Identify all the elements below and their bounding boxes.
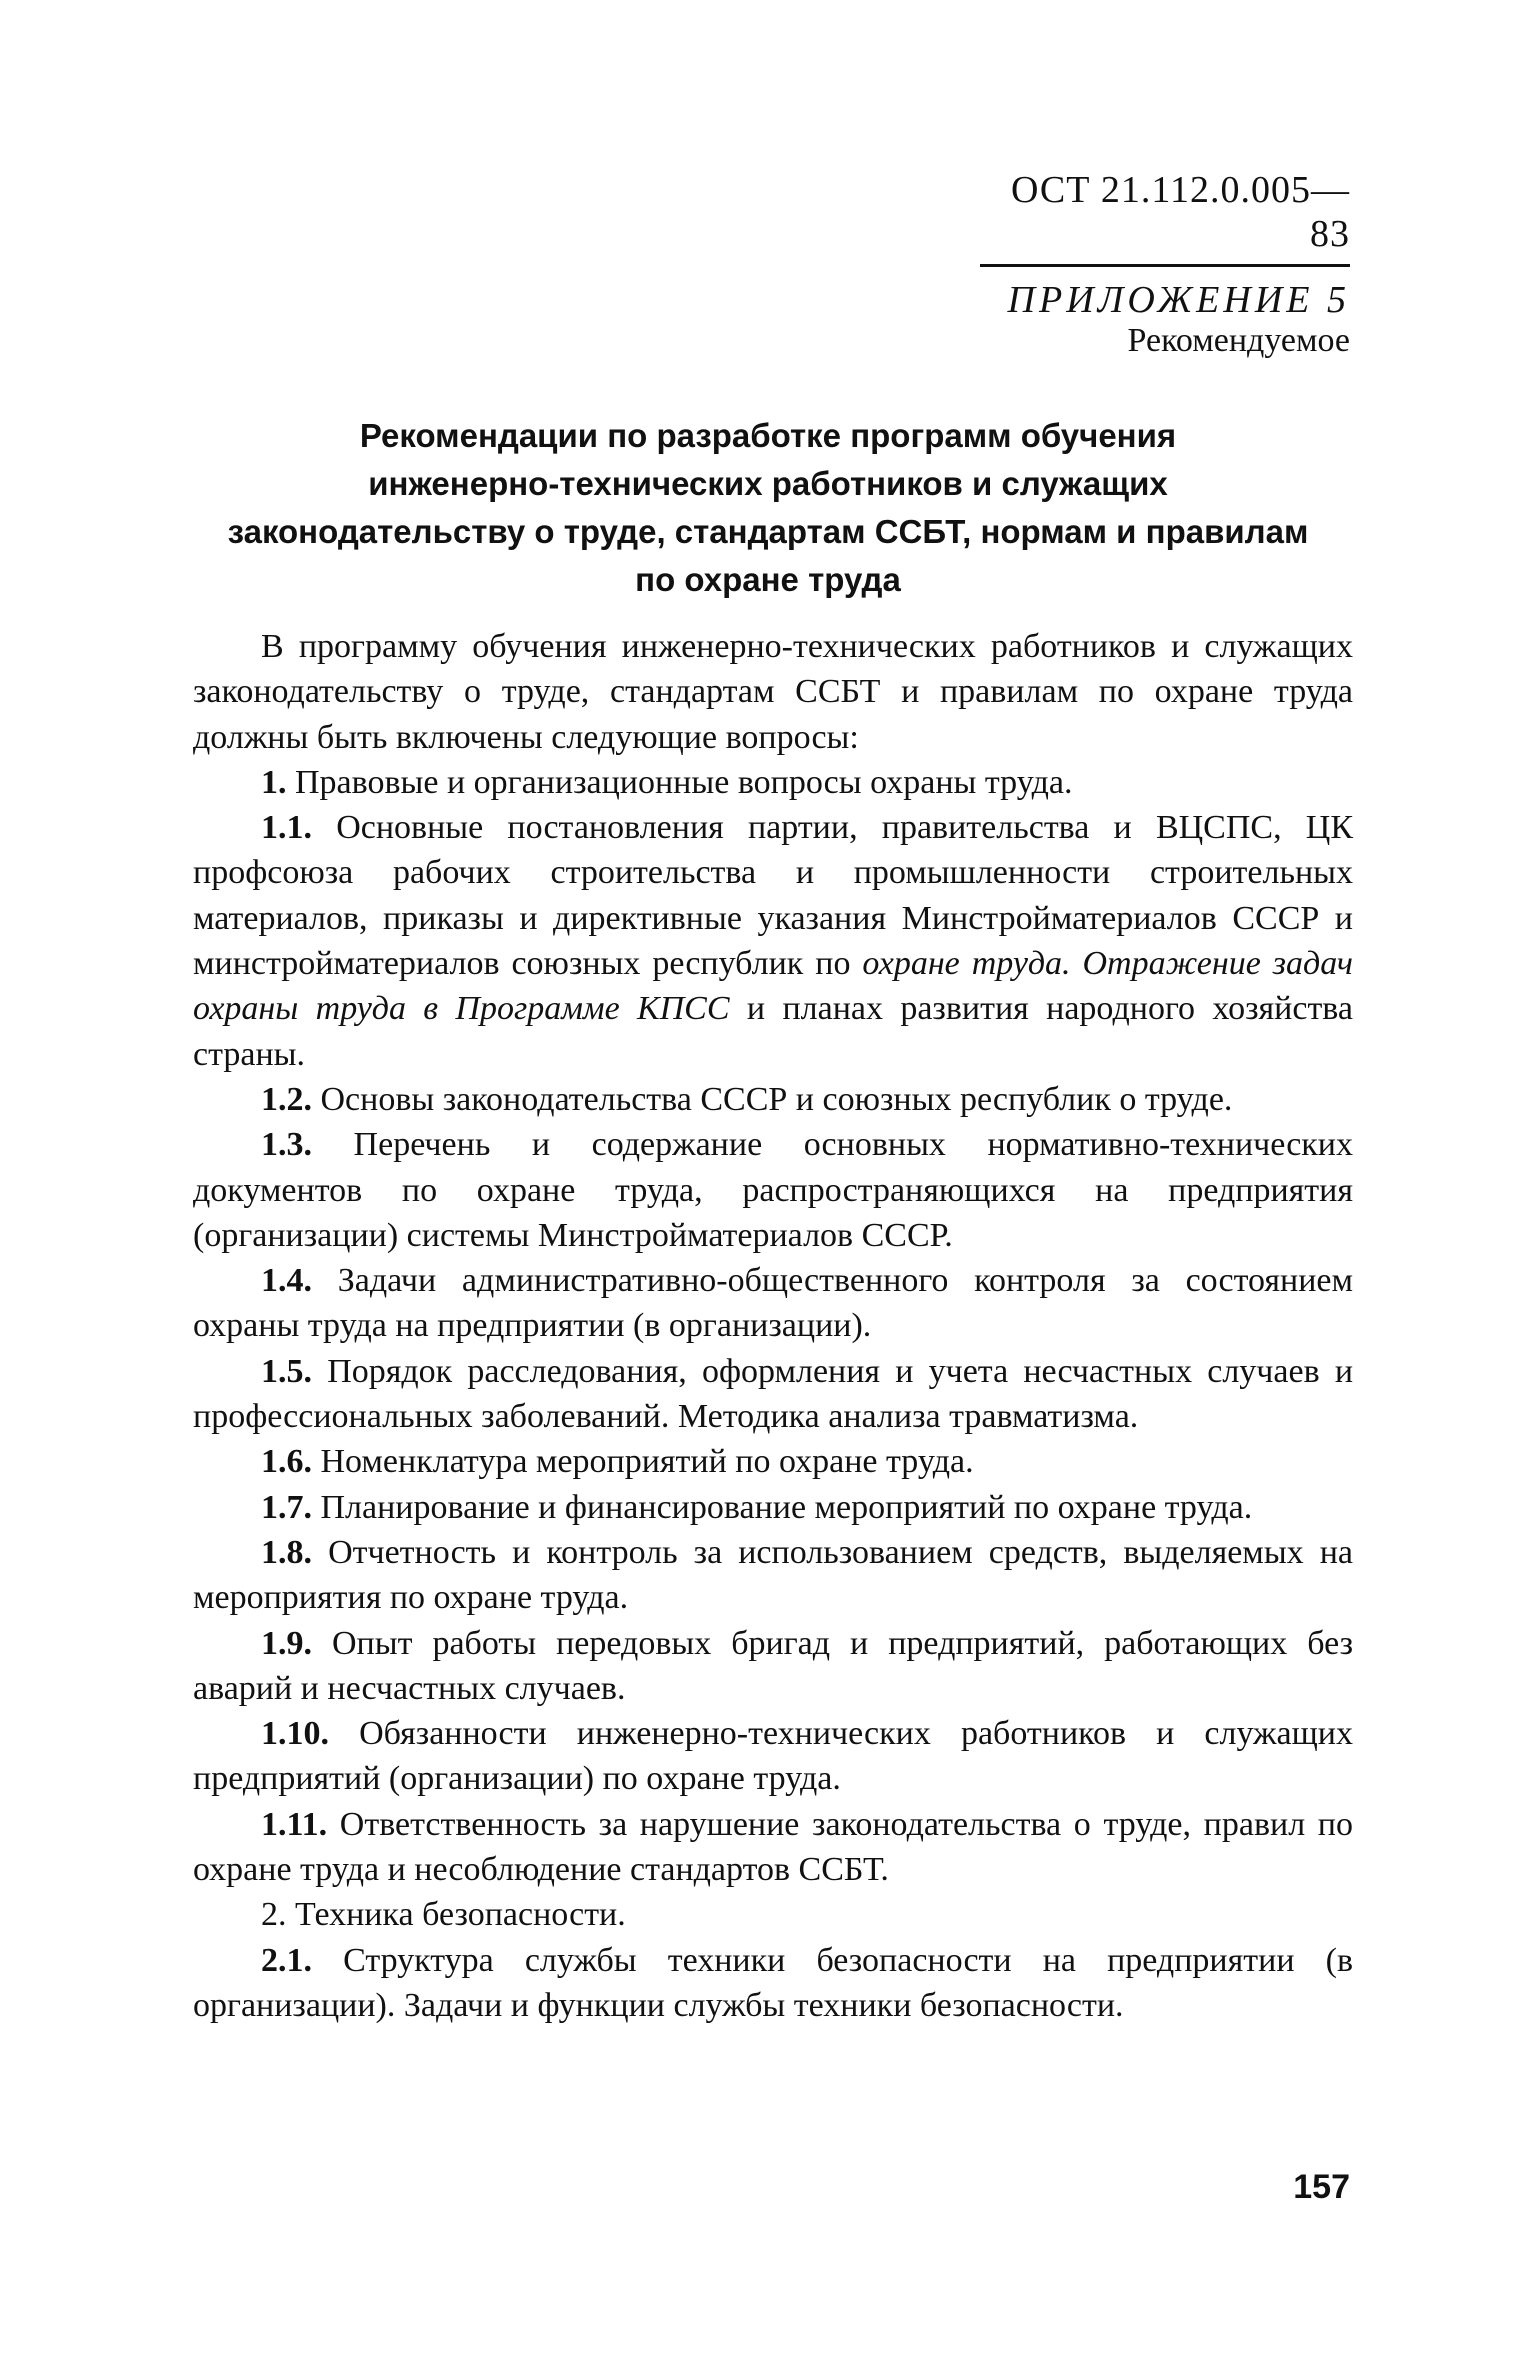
item-number: 1.11.	[261, 1805, 328, 1843]
item-1	[193, 760, 1353, 805]
item-2-1	[193, 1938, 1353, 2029]
title-line: законодательству о труде, стандартам ССБТ, нормам и правилам	[227, 513, 1309, 550]
item-1-9	[193, 1621, 1353, 1712]
item-text-tail: и планах развития народного хозяйства страны.	[193, 990, 1354, 1073]
item-number: 1.1.	[261, 809, 312, 847]
title-line: Рекомендации по разработке программ обучения	[359, 417, 1177, 454]
title-line: инженерно-технических работников и служащих	[368, 465, 1168, 502]
item-number: 1.6.	[261, 1443, 312, 1481]
item-number: 2.1.	[261, 1941, 312, 1979]
item-number: 1.7.	[261, 1488, 312, 1526]
item-text-italic: охране труда. Отражение задач охраны труда в Программе КПСС	[193, 945, 1353, 1028]
item-number: 1.10.	[261, 1715, 329, 1753]
page-number: 157	[1293, 2168, 1350, 2206]
item-text: Перечень и содержание основных нормативно-технических документов по охране труда, распространяющихся на предприятия (организации) системы Минстройматериалов СССР.	[193, 1126, 1353, 1254]
item-text: Номенклатура мероприятий по охране труда.	[320, 1443, 974, 1481]
item-1-1	[193, 805, 1353, 1077]
title-line: по охране труда	[635, 561, 901, 598]
item-text: Порядок расследования, оформления и учета несчастных случаев и профессиональных заболеваний. Методика анализа травматизма.	[193, 1352, 1354, 1436]
item-1-3	[193, 1122, 1353, 1258]
item-text: Планирование и финансирование мероприятий по охране труда.	[320, 1488, 1253, 1526]
item-1-6	[193, 1439, 1353, 1484]
item-text: Основные постановления партии, правительства и ВЦСПС, ЦК профсоюза рабочих строительства и промышленности строительных материалов, приказы и директивные указания Минстройматериалов СССР и минстройматериалов союзных республик по	[193, 809, 1354, 983]
item-number: 1.9.	[261, 1624, 312, 1662]
item-text: Основы законодательства СССР и союзных республик о труде.	[320, 1080, 1233, 1118]
item-2	[193, 1892, 1353, 1937]
item-text: Опыт работы передовых бригад и предприятий, работающих без аварий и несчастных случаев.	[193, 1624, 1354, 1707]
item-number: 2.	[261, 1896, 287, 1934]
item-text: Правовые и организационные вопросы охраны труда.	[295, 763, 1073, 801]
document-title	[180, 412, 1356, 604]
item-text: Ответственность за нарушение законодательства о труде, правил по охране труда и несоблюдение стандартов ССБТ.	[193, 1805, 1353, 1889]
item-1-5	[193, 1349, 1353, 1440]
item-text: Техника безопасности.	[295, 1896, 626, 1934]
item-1-2	[193, 1077, 1353, 1122]
intro-paragraph: В программу обучения инженерно-технических работников и служащих законодательству о труде, стандартам ССБТ и правилам по охране труда должны быть включены следующие вопросы:	[193, 628, 1353, 756]
item-number: 1.3.	[261, 1126, 312, 1164]
item-1-7	[193, 1485, 1353, 1530]
item-text: Обязанности инженерно-технических работников и служащих предприятий (организации) по охране труда.	[193, 1715, 1353, 1798]
item-1-4	[193, 1258, 1353, 1349]
item-text: Структура службы техники безопасности на предприятии (в организации). Задачи и функции службы техники безопасности.	[193, 1941, 1353, 2024]
item-1-8	[193, 1530, 1353, 1621]
document-code: ОСТ 21.112.0.005—83	[980, 168, 1350, 267]
appendix-label: ПРИЛОЖЕНИЕ 5	[1007, 279, 1350, 321]
item-1-10	[193, 1711, 1353, 1802]
item-number: 1.5.	[261, 1352, 312, 1390]
item-number: 1.8.	[261, 1533, 312, 1571]
item-text: Задачи административно-общественного контроля за состоянием охраны труда на предприятии (в организации).	[193, 1262, 1354, 1345]
item-number: 1.4.	[261, 1262, 312, 1300]
document-body	[193, 624, 1353, 2028]
item-number: 1.	[261, 763, 287, 801]
item-number: 1.2.	[261, 1080, 312, 1118]
item-text: Отчетность и контроль за использованием средств, выделяемых на мероприятия по охране труда.	[193, 1533, 1353, 1617]
appendix-type: Рекомендуемое	[1127, 322, 1350, 359]
item-1-11	[193, 1802, 1353, 1893]
